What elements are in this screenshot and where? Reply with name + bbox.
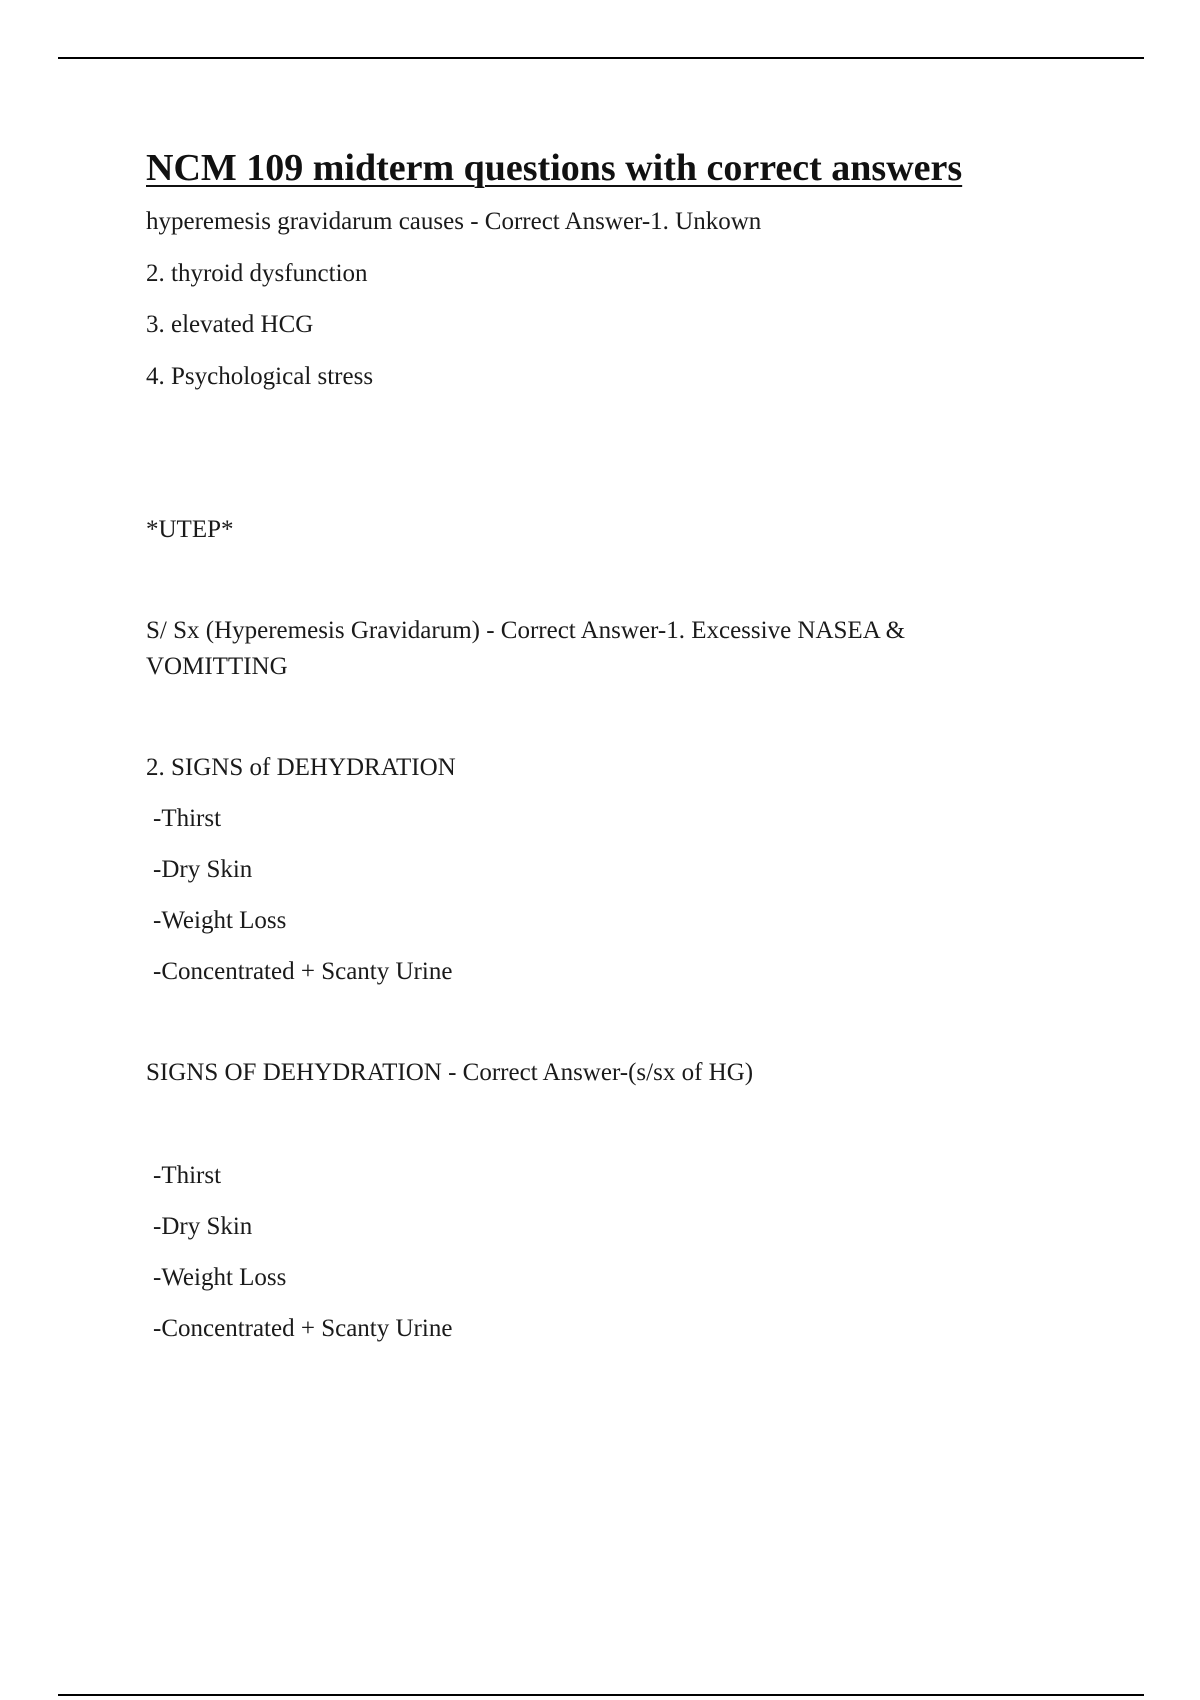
mnemonic-text: *UTEP* [146, 516, 234, 543]
signs-heading: 2. SIGNS of DEHYDRATION [146, 754, 456, 781]
dehydration-question: SIGNS OF DEHYDRATION - Correct Answer-(s/sx of HG) [146, 1059, 754, 1086]
signs-item: -Dry Skin [153, 856, 253, 883]
header-rule [58, 57, 1144, 59]
signs-item: -Concentrated + Scanty Urine [153, 958, 453, 985]
dehydration-item: -Weight Loss [153, 1264, 287, 1291]
causes-item: 3. elevated HCG [146, 311, 314, 338]
signs-question-line-1: S/ Sx (Hyperemesis Gravidarum) - Correct Answer-1. Excessive NASEA & [146, 617, 906, 644]
dehydration-item: -Concentrated + Scanty Urine [153, 1315, 453, 1342]
signs-question-line-2: VOMITTING [146, 653, 288, 680]
signs-item: -Weight Loss [153, 907, 287, 934]
causes-item: 2. thyroid dysfunction [146, 260, 368, 287]
document-body [146, 140, 1046, 1347]
signs-item: -Thirst [153, 805, 222, 832]
dehydration-item: -Dry Skin [153, 1213, 253, 1240]
footer-rule [58, 1694, 1144, 1696]
dehydration-item: -Thirst [153, 1162, 222, 1189]
document-title: NCM 109 midterm questions with correct answers [146, 147, 963, 189]
causes-question: hyperemesis gravidarum causes - Correct Answer-1. Unkown [146, 208, 762, 235]
causes-item: 4. Psychological stress [146, 363, 374, 390]
